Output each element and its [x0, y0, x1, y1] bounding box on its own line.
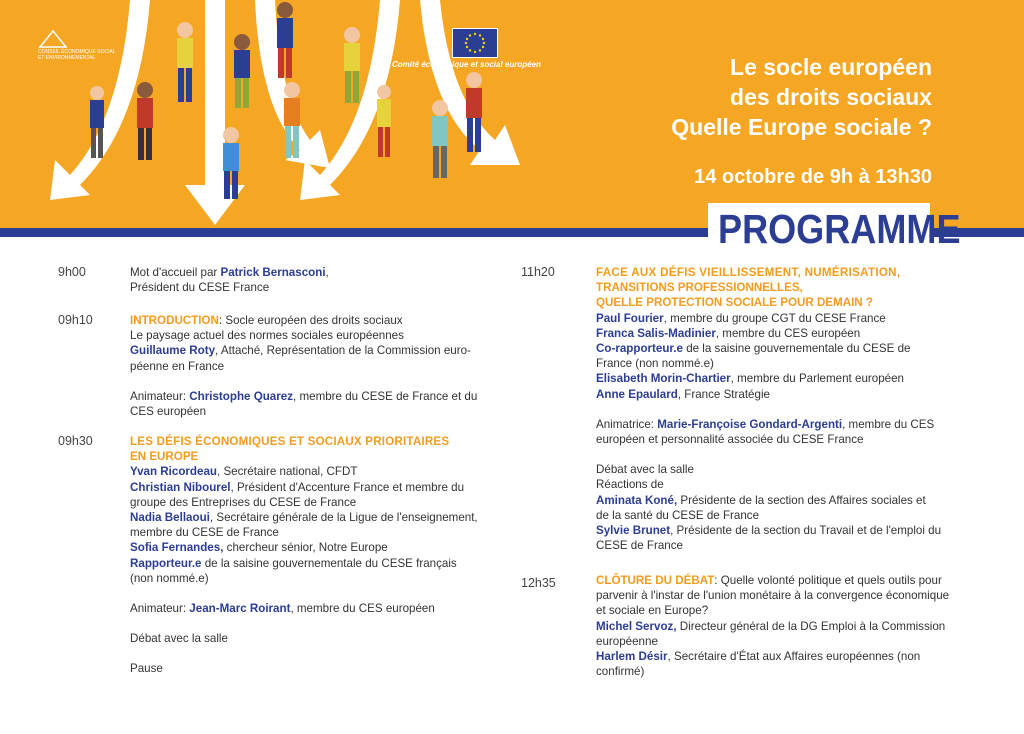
header-banner [0, 0, 1024, 228]
text: Animateur: [130, 602, 190, 616]
text: Réactions de [596, 478, 664, 492]
text: , membre du groupe CGT du CESE France [663, 311, 886, 325]
speaker-name: Michel Servoz, [596, 619, 677, 633]
text: Mot d'accueil par [130, 266, 221, 279]
speaker-name: Guillaume Roty [130, 344, 216, 358]
time-11h20: 11h20 [521, 265, 555, 279]
text: , Secrétaire d'État aux Affaires européennes (non [667, 650, 921, 664]
speaker-name: Christian Nibourel [130, 480, 231, 494]
speaker-name: Harlem Désir [596, 650, 668, 664]
text: , membre du Parlement européen [730, 372, 904, 386]
text: Débat avec la salle [130, 632, 228, 646]
time-09h10: 09h10 [58, 313, 93, 327]
text: européenne [596, 634, 658, 648]
text: , [325, 266, 329, 279]
speaker-name: Yvan Ricordeau [130, 465, 217, 479]
title-line-1: Le socle européen [730, 54, 932, 80]
speaker-name: Anne Epaulard [596, 387, 678, 401]
text: (non nommé.e) [130, 571, 209, 585]
text: Pause [130, 662, 163, 676]
session-protection-sociale [596, 265, 960, 553]
text: péenne en France [130, 359, 225, 373]
speaker-name: Paul Fourier [596, 311, 664, 325]
eu-committee-name: Comité économique et social européen [392, 60, 541, 69]
person-figures [90, 2, 482, 199]
text: de la santé du CESE de France [596, 508, 760, 522]
text: parvenir à l'instar de l'union monétaire à la convergence économique [596, 589, 950, 603]
text: Animateur: [130, 389, 190, 403]
session-defis [130, 434, 492, 677]
text: , Secrétaire national, CFDT [217, 465, 358, 479]
text: Débat avec la salle [596, 463, 694, 477]
text: CES européen [130, 405, 207, 419]
text: Animatrice: [596, 417, 658, 431]
session-heading: INTRODUCTION [130, 314, 219, 327]
text: , membre du CESE de France et du [293, 389, 478, 403]
speaker-name: Franca Salis-Madinier [596, 326, 716, 340]
speaker-name: Elisabeth Morin-Chartier [596, 372, 731, 386]
text: , France Stratégie [677, 387, 770, 401]
text: , Attaché, Représentation de la Commission euro- [215, 344, 471, 358]
session-heading: QUELLE PROTECTION SOCIALE POUR DEMAIN ? [596, 296, 873, 310]
session-cloture [596, 573, 960, 679]
speaker-name: Nadia Bellaoui [130, 511, 210, 525]
text: européen et personnalité associée du CESE France [596, 433, 864, 447]
text: Le paysage actuel des normes sociales européennes [130, 329, 404, 343]
speaker-name: Christophe Quarez [189, 389, 294, 403]
speaker-name: Sofia Fernandes, [130, 541, 224, 555]
speaker-name: Co-rapporteur.e [596, 342, 683, 356]
speaker-name: Marie-Françoise Gondard-Argenti [657, 417, 843, 431]
text: Président du CESE France [130, 281, 270, 295]
text: CESE de France [596, 539, 683, 553]
text: , Président d'Accenture France et membre du [230, 480, 465, 494]
text: , Secrétaire générale de la Ligue de l'enseignement, [209, 511, 478, 525]
time-9h00: 9h00 [58, 265, 86, 279]
text: Présidente de la section des Affaires sociales et [677, 493, 926, 507]
text: membre du CESE de France [130, 526, 279, 540]
text: de la saisine gouvernementale du CESE français [201, 556, 457, 570]
time-09h30: 09h30 [58, 434, 93, 448]
session-heading: EN EUROPE [130, 450, 199, 464]
session-heading: TRANSITIONS PROFESSIONNELLES, [596, 281, 803, 295]
session-heading: LES DÉFIS ÉCONOMIQUES ET SOCIAUX PRIORITAIRES [130, 435, 450, 448]
speaker-name: Patrick Bernasconi [220, 266, 326, 279]
session-heading: CLÔTURE DU DÉBAT [596, 574, 715, 587]
time-12h35: 12h35 [521, 576, 556, 590]
event-date: 14 octobre de 9h à 13h30 [694, 166, 932, 188]
cese-logo-text: CONSEIL ÉCONOMIQUE SOCIAL ET ENVIRONNEMENTAL [38, 49, 116, 61]
session-welcome [130, 265, 492, 295]
speaker-name: Jean-Marc Roirant [189, 602, 291, 616]
speaker-name: Sylvie Brunet [596, 524, 671, 538]
text: , membre du CES [842, 417, 935, 431]
eu-flag-icon [452, 28, 498, 58]
text: chercheur sénior, Notre Europe [223, 541, 388, 555]
session-heading: FACE AUX DÉFIS VIEILLISSEMENT, NUMÉRISATION, [596, 266, 901, 279]
text: , Présidente de la section du Travail et de l'emploi du [670, 524, 942, 538]
text: , membre du CES européen [290, 602, 435, 616]
page-title [671, 52, 932, 142]
text: confirmé) [596, 665, 645, 679]
speaker-name: Aminata Koné, [596, 493, 678, 507]
text: : Quelle volonté politique et quels outils pour [714, 574, 942, 587]
text: , membre du CES européen [715, 326, 861, 340]
title-line-2: des droits sociaux [730, 84, 932, 110]
cese-logo [38, 27, 118, 61]
speaker-name: Rapporteur.e [130, 556, 202, 570]
session-introduction [130, 313, 492, 419]
text: et sociale en Europe? [596, 604, 709, 618]
text: de la saisine gouvernementale du CESE de [682, 342, 911, 356]
text: groupe des Entreprises du CESE de France [130, 495, 357, 509]
text: France (non nommé.e) [596, 357, 714, 371]
programme-heading: PROGRAMME [718, 206, 961, 252]
text: : Socle européen des droits sociaux [218, 314, 403, 327]
text: Directeur général de la DG Emploi à la Commission [676, 619, 946, 633]
title-line-3: Quelle Europe sociale ? [671, 114, 932, 140]
